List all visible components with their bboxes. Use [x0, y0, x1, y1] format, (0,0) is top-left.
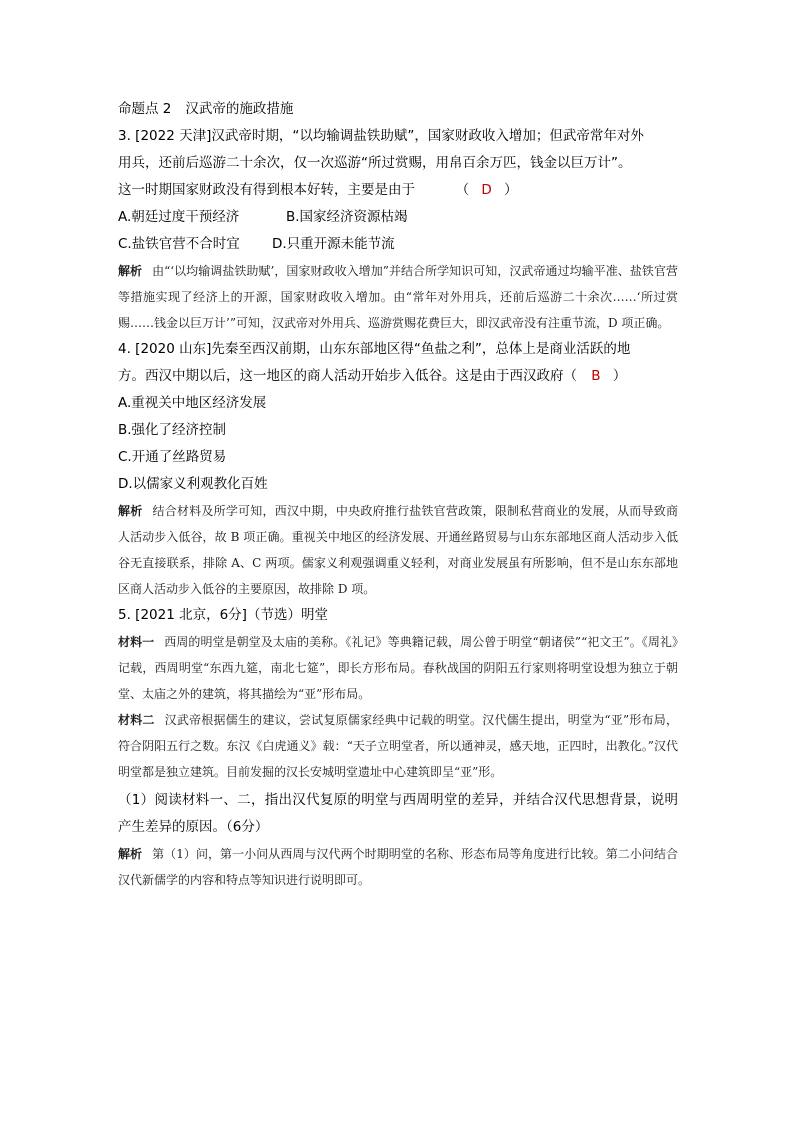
q3-option-a: A.朝廷过度干预经济 — [118, 209, 240, 225]
q3-stem-line3-row — [118, 177, 678, 204]
q5-subquestion-1: （1）阅读材料一、二，指出汉代复原的明堂与西周明堂的差异，并结合汉代思想背景，说明产生差异的原因。（6分） — [118, 792, 678, 835]
q3-stem-line3: 这一时期国家财政没有得到根本好转，主要是由于 — [118, 182, 415, 198]
q3-option-c: C.盐铁官营不合时宜 — [118, 236, 240, 252]
q3-options-row2 — [118, 231, 678, 258]
q5-material-2 — [118, 707, 678, 785]
q3-option-d: D.只重开源未能节流 — [272, 236, 395, 252]
section-title: 汉武帝的施政措施 — [185, 101, 294, 117]
q3-explanation-block — [118, 258, 678, 336]
q5-explanation-text: 第（1）问，第一小问从西周与汉代两个时期明堂的名称、形态布局等角度进行比较。第二小问结合汉代新儒学的内容和特点等知识进行说明即可。 — [118, 847, 678, 887]
q4-stem-line2-row — [118, 363, 678, 390]
question-4 — [118, 336, 678, 602]
question-5 — [118, 602, 678, 893]
q3-option-b: B.国家经济资源枯竭 — [286, 209, 408, 225]
q3-paren-close: ） — [504, 182, 518, 198]
q4-stem-line2: 方。西汉中期以后，这一地区的商人活动开始步入低谷。这是由于西汉政府（ — [118, 368, 577, 384]
q4-option-c: C.开通了丝路贸易 — [118, 449, 227, 465]
q3-stem-line1: 3. [2022 天津]汉武帝时期，“以均输调盐铁助赋”，国家财政收入增加；但武帝常年对外 — [118, 128, 644, 144]
document-page — [118, 96, 678, 893]
q5-material-1-label: 材料一 — [118, 635, 155, 649]
q4-answer: B — [591, 368, 601, 384]
q4-explanation-block — [118, 498, 678, 602]
q4-stem-line1: 4. [2020 山东]先秦至西汉前期，山东东部地区得“鱼盐之利”，总体上是商业活跃的地 — [118, 341, 631, 357]
q4-paren-close: ） — [612, 368, 627, 384]
q3-stem-line2: 用兵，还前后巡游二十余次，仅一次巡游“所过赏赐，用帛百余万匹，钱金以巨万计”。 — [118, 155, 632, 171]
q4-option-d: D.以儒家义利观教化百姓 — [118, 476, 268, 492]
q3-explanation-text: 由“‘以均输调盐铁助赋’，国家财政收入增加”并结合所学知识可知，汉武帝通过均输平准、盐铁官营等措施实现了经济上的开源，国家财政收入增加。由“常年对外用兵，还前后巡游二十余次……‘所过赏赐……钱金以巨万计’”可知，汉武帝对外用兵、巡游赏赐花费巨大，即汉武帝没有注重节流，D 项正确。 — [118, 264, 678, 330]
q4-explanation-text: 结合材料及所学可知，西汉中期，中央政府推行盐铁官营政策，限制私营商业的发展，从而导致商人活动步入低谷，故 B 项正确。重视关中地区的经济发展、开通丝路贸易与山东东部地区商人活动步入低谷无直接联系，排除 A、C 两项。儒家义利观强调重义轻利，对商业发展虽有所影响，但不是山东东部地区商人活动步入低谷的主要原因，故排除 D 项。 — [118, 504, 678, 596]
section-heading — [118, 96, 678, 123]
q3-options-row1 — [118, 204, 678, 231]
q5-explanation-label: 解析 — [118, 847, 143, 861]
q5-material-2-label: 材料二 — [118, 713, 155, 727]
q4-explanation-label: 解析 — [118, 504, 143, 518]
q3-explanation-label: 解析 — [118, 264, 143, 278]
q3-paren-open: （ — [455, 182, 470, 198]
q5-explanation-block — [118, 841, 678, 893]
q4-option-b: B.强化了经济控制 — [118, 422, 227, 438]
q4-option-a: A.重视关中地区经济发展 — [118, 395, 267, 411]
q5-stem: 5. [2021 北京，6分]（节选）明堂 — [118, 607, 328, 623]
q5-material-2-text: 汉武帝根据儒生的建议，尝试复原儒家经典中记载的明堂。汉代儒生提出，明堂为“亚”形布局，符合阴阳五行之数。东汉《白虎通义》载：“天子立明堂者，所以通神灵，感天地，正四时，出教化。”汉代明堂都是独立建筑。目前发掘的汉长安城明堂遗址中心建筑即呈“亚”形。 — [118, 713, 678, 779]
question-3 — [118, 123, 678, 336]
q5-material-1-text: 西周的明堂是朝堂及太庙的美称。《礼记》等典籍记载，周公曾于明堂“朝诸侯”“祀文王”。《周礼》记载，西周明堂“东西九筵，南北七筵”，即长方形布局。春秋战国的阴阳五行家则将明堂设想为独立于朝堂、太庙之外的建筑，将其描绘为“亚”形布局。 — [118, 635, 678, 701]
q3-answer: D — [481, 182, 492, 198]
section-label: 命题点 2 — [118, 101, 172, 117]
q5-material-1 — [118, 629, 678, 707]
